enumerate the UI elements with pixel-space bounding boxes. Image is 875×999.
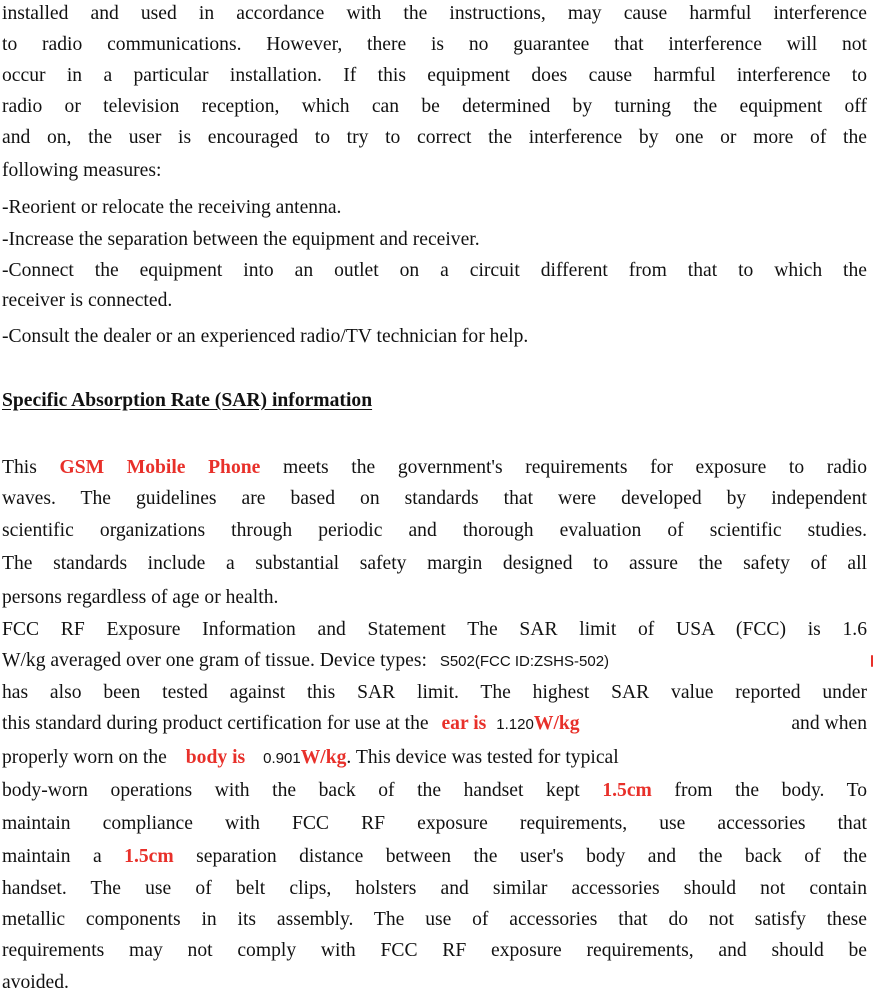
- sar-p2-line-5: [2, 742, 867, 774]
- sar-p2-line-3: has also been tested against this SAR limit. The highest SAR value reported under: [2, 682, 867, 703]
- ear-sar-unit: W/kg: [533, 713, 580, 734]
- measure-reorient: -Reorient or relocate the receiving antenna.: [2, 197, 342, 218]
- intro-line-6: following measures:: [2, 160, 162, 181]
- ear-sentence-text: this standard during product certification for use at the: [2, 713, 429, 734]
- sar-p1-rest: meets the government's requirements for exposure to radio: [282, 457, 867, 478]
- sar-p2-line-2: [2, 645, 867, 677]
- body-sar-unit: W/kg: [300, 747, 347, 768]
- sar-p1-line-2: waves. The guidelines are based on standards that were developed by independent: [2, 488, 867, 509]
- measure-connect-outlet: -Connect the equipment into an outlet on a circuit different from that to which the: [2, 260, 867, 281]
- sar-p1-line-3: scientific organizations through periodic and thorough evaluation of scientific studies.: [2, 520, 867, 541]
- sar-p1-line-5: persons regardless of age or health.: [2, 587, 279, 608]
- maintain-a-text: maintain a: [2, 846, 102, 867]
- body-sar-value: 0.901: [263, 750, 301, 767]
- distance-value: 1.5cm: [602, 780, 652, 801]
- sar-p2-line-9: handset. The use of belt clips, holsters and similar accessories should not contain: [2, 878, 867, 899]
- from-body-text: from the body. To: [674, 780, 868, 801]
- body-worn-text: body-worn operations with the back of the handset kept: [2, 780, 580, 801]
- intro-line-2: to radio communications. However, there is no guarantee that interference will not: [2, 34, 867, 55]
- body-sentence-tail: . This device was tested for typical: [346, 747, 619, 768]
- intro-line-1: installed and used in accordance with the instructions, may cause harmful interference: [2, 3, 867, 24]
- intro-line-3: occur in a particular installation. If this equipment does cause harmful interference to: [2, 65, 867, 86]
- sar-p2-line-6: [2, 775, 867, 807]
- sar-p1-line-4: The standards include a substantial safety margin designed to assure the safety of all: [2, 553, 867, 574]
- sar-p1-line-1: [2, 452, 867, 484]
- sar-p2-line-12: avoided.: [2, 972, 69, 993]
- product-name: GSM Mobile Phone: [59, 457, 261, 478]
- sar-p2-line-11: requirements may not comply with FCC RF exposure requirements, and should be: [2, 940, 867, 961]
- separation-distance-value: 1.5cm: [124, 846, 174, 867]
- and-when: and when: [791, 713, 867, 734]
- device-types-label: W/kg averaged over one gram of tissue. Device types:: [2, 650, 427, 671]
- red-tick-mark: [871, 655, 873, 667]
- intro-line-5: and on, the user is encouraged to try to correct the interference by one or more of the: [2, 127, 867, 148]
- sar-p2-line-7: maintain compliance with FCC RF exposure requirements, use accessories that: [2, 813, 867, 834]
- body-label: body is: [185, 747, 246, 768]
- ear-sar-value: 1.120: [496, 716, 534, 733]
- measure-connect-outlet-cont: receiver is connected.: [2, 290, 173, 311]
- measure-increase-separation: -Increase the separation between the equipment and receiver.: [2, 229, 480, 250]
- sar-p2-line-10: metallic components in its assembly. The use of accessories that do not satisfy these: [2, 909, 867, 930]
- body-sentence: [2, 742, 619, 774]
- body-sentence-text: properly worn on the: [2, 747, 167, 768]
- measure-consult-dealer: -Consult the dealer or an experienced radio/TV technician for help.: [2, 326, 529, 347]
- device-model: S502(FCC ID:ZSHS-502): [439, 653, 610, 670]
- sar-p2-line-8: [2, 841, 867, 873]
- sar-p1-this: This: [2, 457, 37, 478]
- sar-heading: Specific Absorption Rate (SAR) information: [2, 390, 373, 411]
- separation-text: separation distance between the user's body and the back of the: [196, 846, 868, 867]
- intro-line-4: radio or television reception, which can be determined by turning the equipment off: [2, 96, 867, 117]
- ear-label: ear is: [441, 713, 487, 734]
- ear-sentence: [2, 708, 580, 740]
- sar-p2-line-1: FCC RF Exposure Information and Statement The SAR limit of USA (FCC) is 1.6: [2, 619, 867, 640]
- sar-p2-line-4: [2, 708, 867, 740]
